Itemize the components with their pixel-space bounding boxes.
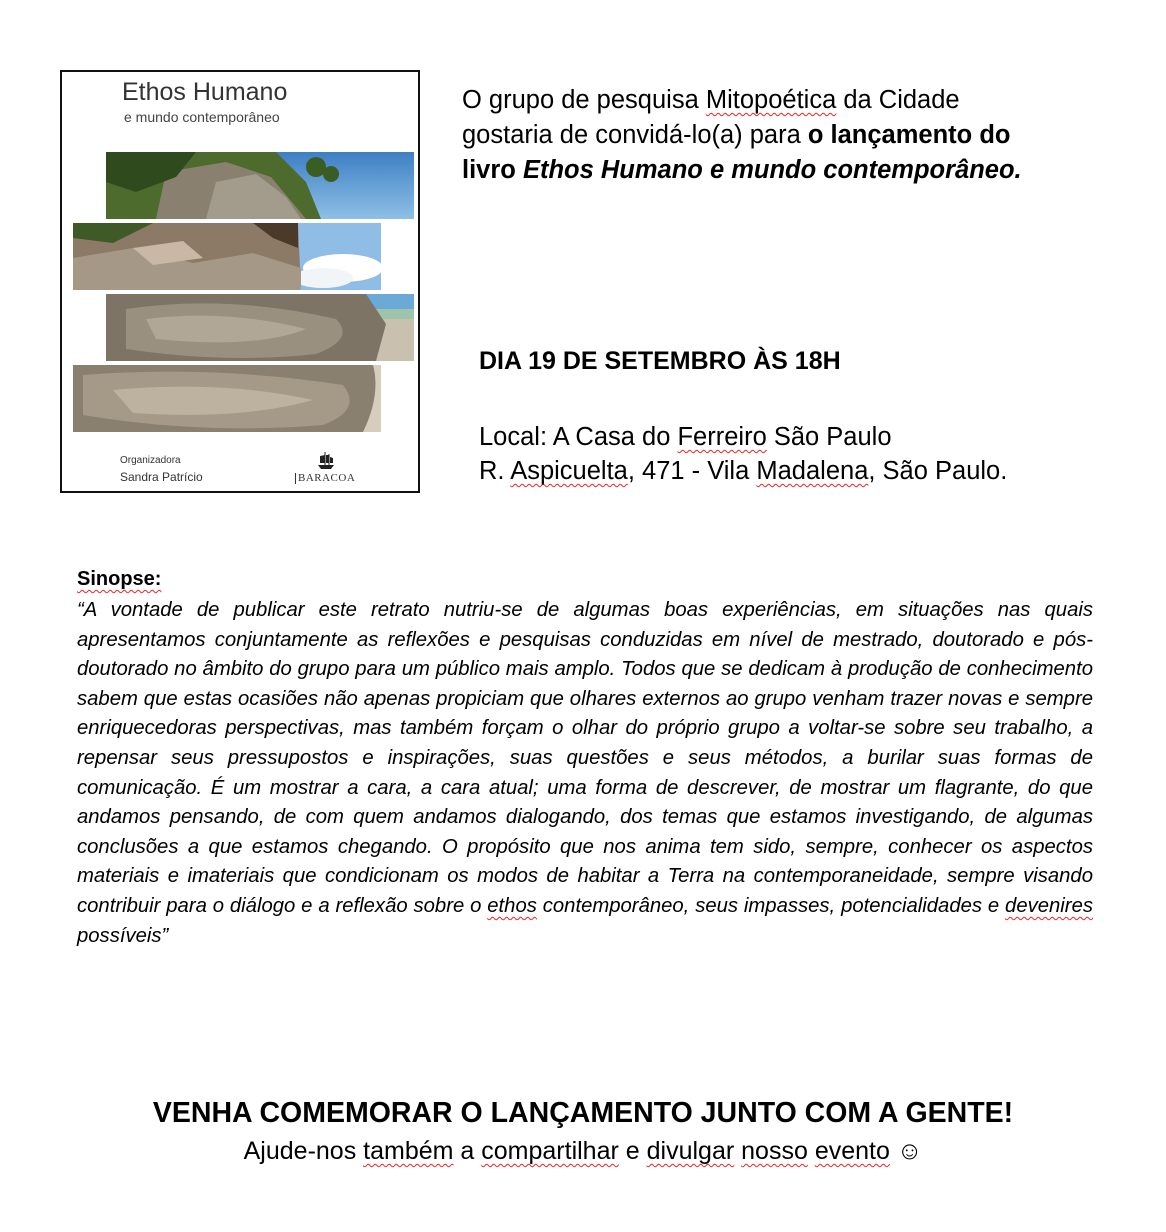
- invitation-text: [462, 83, 1122, 188]
- bold-text: livro: [462, 156, 523, 184]
- book-cover: [60, 70, 420, 493]
- call-to-action-headline: VENHA COMEMORAR O LANÇAMENTO JUNTO COM A GENTE!: [152, 1097, 1014, 1129]
- synopsis-text: [77, 596, 1093, 951]
- invitation-line-1: [462, 83, 1122, 118]
- smiley-icon: ☺: [889, 1137, 923, 1165]
- spellcheck-word: Madalena: [756, 457, 869, 485]
- text-span: Local: A Casa do: [479, 423, 678, 451]
- share-request: [0, 1137, 1166, 1166]
- spellcheck-word: nosso: [741, 1137, 808, 1165]
- cover-title: Ethos Humano: [122, 78, 288, 106]
- address-line: [479, 454, 1007, 488]
- text-span: [808, 1137, 815, 1165]
- text-span: contemporâneo, seus impasses, potencialidades e: [536, 894, 1006, 917]
- bold-text: o lançamento do: [807, 121, 1011, 149]
- cover-photo-strip-3: [106, 294, 414, 361]
- spellcheck-word: Ferreiro: [677, 423, 767, 451]
- event-date: DIA 19 DE SETEMBRO ÀS 18H: [479, 347, 841, 375]
- text-span: R.: [479, 457, 511, 485]
- text-span: e: [618, 1137, 647, 1165]
- spellcheck-word: também: [363, 1137, 454, 1165]
- spellcheck-word: divulgar: [646, 1137, 735, 1165]
- text-span: “A vontade de publicar este retrato nutriu-se de algumas boas experiências, em situações nas quais apresentamos conjuntamente as reflexões e pesquisas conduzidas em nível de mestrado, doutorado e pós-doutorado no âmbito do grupo para um público mais amplo. Todos que se dedicam à produção de conhecimento sabem que estas ocasiões não apenas propiciam que olhares externos ao grupo venham trazer novas e sempre enriquecedoras perspectivas, mas também forçam o olhar do próprio grupo a voltar-se sobre seu trabalho, a repensar seus pressupostos e inspirações, suas questões e seus métodos, a burilar suas formas de comunicação. É um mostrar a cara, a cara atual; uma forma de descrever, de mostrar um flagrante, do que andamos pensando, de com quem andamos dialogando, dos temas que estamos investigando, de algumas conclusões a que estamos chegando. O propósito que nos anima tem sido, sempre, conhecer os aspectos materiais e imateriais que condicionam os modos de habitar a Terra na contemporaneidade, sempre visando contribuir para o diálogo e a reflexão sobre o: [77, 599, 1093, 917]
- text-span: a: [453, 1137, 482, 1165]
- text-span: da Cidade: [836, 86, 960, 114]
- ship-icon: [316, 450, 336, 470]
- publisher-logo: [298, 450, 358, 486]
- event-venue: [479, 420, 1007, 488]
- text-span: gostaria de: [462, 121, 596, 149]
- text-span: (a) para: [711, 121, 808, 149]
- spellcheck-word: evento: [814, 1137, 890, 1165]
- text-span: Ajude-nos: [243, 1137, 364, 1165]
- book-title-text: Ethos Humano e mundo contemporâneo.: [522, 156, 1022, 184]
- cover-photo-strip-4: [73, 365, 381, 432]
- text-span: , 471 - Vila: [627, 457, 757, 485]
- spellcheck-word: Aspicuelta: [510, 457, 628, 485]
- cover-photo-strip-1: [106, 152, 414, 219]
- spellcheck-word: compartilhar: [481, 1137, 619, 1165]
- spellcheck-word: ethos: [487, 894, 537, 917]
- text-span: convidá-lo: [595, 121, 712, 149]
- invitation-line-3: [462, 153, 1122, 188]
- publisher-divider: [295, 473, 296, 484]
- invitation-line-2: [462, 118, 1122, 153]
- publisher-name: BARACOA: [298, 472, 356, 484]
- cover-organizer-name: Sandra Patrício: [120, 470, 203, 484]
- synopsis-label: Sinopse:: [77, 568, 162, 590]
- spellcheck-word: Mitopoética: [705, 86, 837, 114]
- cover-organizer-label: Organizadora: [120, 455, 181, 466]
- cover-subtitle: e mundo contemporâneo: [124, 109, 280, 125]
- text-span: , São Paulo.: [868, 457, 1008, 485]
- cover-photo-strip-2: [73, 223, 381, 290]
- text-span: possíveis”: [77, 924, 169, 947]
- text-span: O grupo de pesquisa: [462, 86, 706, 114]
- venue-line: [479, 420, 1007, 454]
- text-span: São Paulo: [766, 423, 892, 451]
- spellcheck-word: devenires: [1005, 894, 1093, 917]
